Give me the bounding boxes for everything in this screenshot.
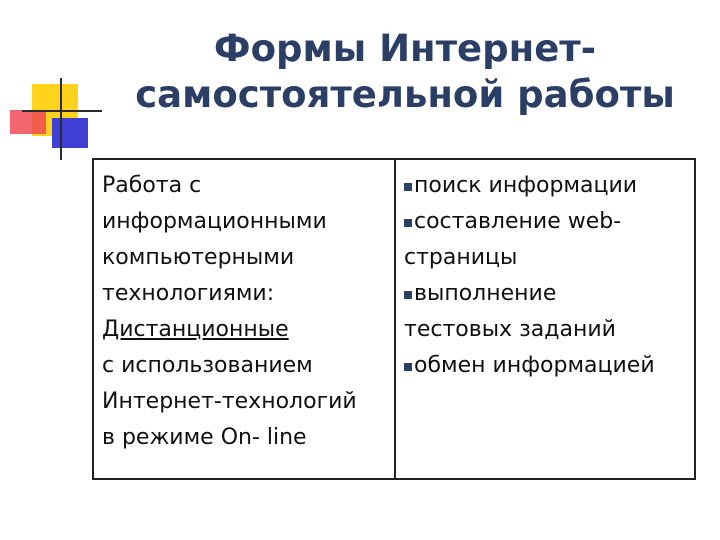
- bullet-square-icon: [404, 363, 412, 371]
- bullet-square-icon: [404, 183, 412, 191]
- bullet-text: поиск информации: [414, 173, 638, 198]
- decor-horizontal-line: [22, 110, 102, 112]
- decor-vertical-line: [60, 78, 62, 160]
- bullet-square-icon: [404, 291, 412, 299]
- left-line: с использованием: [102, 353, 313, 378]
- bullet-continuation: страницы: [404, 245, 518, 270]
- bullet-text: выполнение: [414, 281, 557, 306]
- left-line: Интернет-технологий: [102, 389, 357, 414]
- bullet-square-icon: [404, 219, 412, 227]
- left-line: компьютерными: [102, 245, 295, 270]
- bullet-item: [404, 168, 694, 204]
- bullet-item: [404, 204, 694, 276]
- right-cell: [404, 168, 694, 384]
- left-line: информационными: [102, 209, 327, 234]
- bullet-continuation: тестовых заданий: [404, 317, 616, 342]
- left-line: Работа с: [102, 173, 202, 198]
- left-cell: [102, 168, 392, 456]
- left-line: технологиями:: [102, 281, 275, 306]
- title-line-2: самостоятельной работы: [135, 73, 675, 116]
- slide-title: [110, 26, 700, 118]
- bullet-item: [404, 348, 694, 384]
- content-table: [92, 158, 696, 480]
- left-line: в режиме On- line: [102, 425, 307, 450]
- bullet-text: составление web-: [414, 209, 622, 234]
- title-line-1: Формы Интернет-: [213, 27, 597, 70]
- left-line-underlined: Дистанционные: [102, 317, 289, 342]
- decor-red-bar: [10, 110, 46, 134]
- bullet-item: [404, 276, 694, 348]
- decor-blue-square: [52, 118, 88, 148]
- bullet-text: обмен информацией: [414, 353, 655, 378]
- column-divider: [394, 160, 396, 478]
